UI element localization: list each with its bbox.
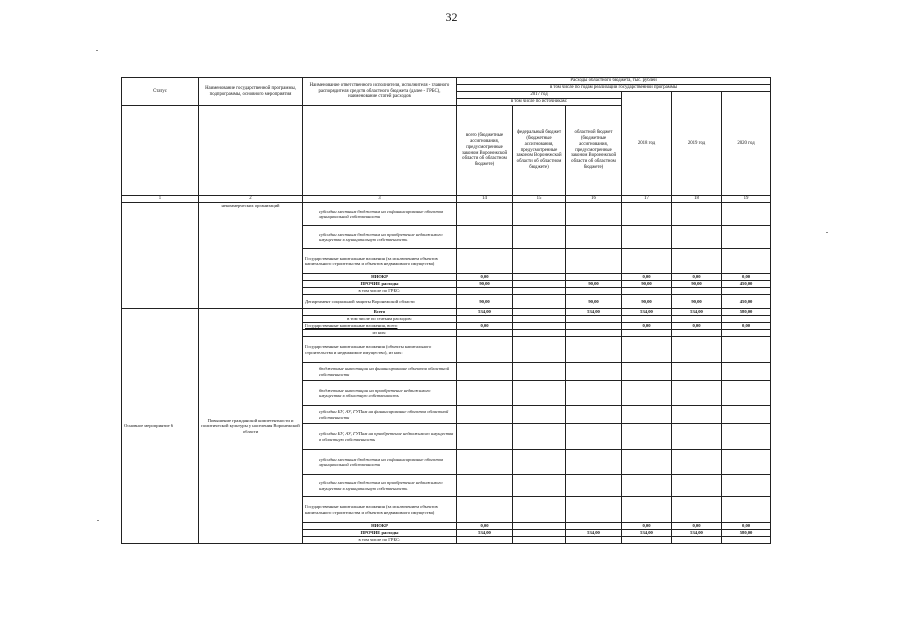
header-federal-col: федеральный бюджет (бюджетные ассигнования, предусмотренные законом Воронежской области об областном бюджете)	[513, 106, 566, 196]
row-label: Государственные капитальные вложения (объекты капитального строительства и недвижимое имущество), из них:	[303, 337, 457, 363]
row-label: субсидии местным бюджетам на софинансирование объектов муниципальной собственности	[303, 203, 457, 226]
col-num: 3	[303, 196, 457, 203]
header-2020: 2020 год	[722, 92, 771, 196]
row-label: НИОКР	[303, 274, 457, 281]
table-row: НИОКР 0,00 0,00 0,00 0,00	[122, 274, 771, 281]
row-label: бюджетные инвестиции на приобретение недвижимого имущества в областную собственность	[303, 381, 457, 406]
col-num: 17	[622, 196, 672, 203]
row-label: субсидии местным бюджетам на приобретение недвижимого имущества в муниципальную собственность	[303, 475, 457, 497]
header-year-2017: 2017 год	[457, 92, 622, 99]
header-by-year: в том числе по годам реализации государственной программы	[457, 85, 771, 92]
header-status: Статус	[122, 78, 199, 106]
scan-speck	[97, 520, 99, 521]
header-regional-col: областной бюджет (бюджетные ассигнования, предусмотренные законом Воронежской области об областном бюджете)	[566, 106, 622, 196]
row-label: Всего	[303, 309, 457, 316]
budget-table	[121, 77, 771, 544]
row-label: Государственные капитальные вложения (за исключением объектов капитального строительства и объектов недвижимого имущества)	[303, 497, 457, 523]
row-label: ПРОЧИЕ расходы	[303, 281, 457, 288]
scan-speck	[826, 232, 828, 233]
top-block	[122, 203, 771, 309]
header-program: Наименование государственной программы, подпрограммы, основного мероприятия	[199, 78, 303, 106]
row-label: субсидии БУ, АУ, ГУПам на приобретение недвижимого имущества в областную собственность	[303, 424, 457, 450]
block-6	[122, 309, 771, 544]
col-num: 14	[457, 196, 513, 203]
header-2018: 2018 год	[622, 92, 672, 196]
row-label: из них:	[303, 330, 457, 337]
row-label: в том числе по ГРБС:	[303, 537, 457, 544]
table-row: Государственные капитальные вложения, всего 0,00 0,00 0,00 0,00	[122, 323, 771, 330]
row-label: субсидии БУ, АУ, ГУПам на финансирование объектов областной собственности	[303, 406, 457, 424]
header-expenses-title: Расходы областного бюджета, тыс. рублей	[457, 78, 771, 85]
row-label: Государственные капитальные вложения (за исключением объектов капитального строительства и объектов недвижимого имущества)	[303, 249, 457, 274]
table-row: НИОКР 0,00 0,00 0,00 0,00	[122, 523, 771, 530]
budget-table-sheet	[121, 77, 770, 575]
table-row: Основное мероприятие 6 Повышение гражданской компетентности и политической культуры у населения Воронежской области Всего 534,00 534,00 534,00 534,00 580,00	[122, 309, 771, 316]
col-num: 19	[722, 196, 771, 203]
table-row: Департамент социальной защиты Воронежской области 90,00 90,00 90,00 90,00 450,00	[122, 295, 771, 309]
row-label: в том числе по статьям расходов:	[303, 316, 457, 323]
row-label: субсидии местным бюджетам на софинансирование объектов муниципальной собственности	[303, 450, 457, 475]
row-label: Государственные капитальные вложения, всего	[303, 323, 457, 330]
scan-speck	[96, 50, 98, 51]
col-num: 2	[199, 196, 303, 203]
table-row: ПРОЧИЕ расходы 90,00 90,00 90,00 90,00 450,00	[122, 281, 771, 288]
col-num: 18	[672, 196, 722, 203]
row-label: субсидии местным бюджетам на приобретение недвижимого имущества в муниципальную собственность	[303, 226, 457, 249]
row-label: бюджетные инвестиции на финансирование объектов областной собственности	[303, 363, 457, 381]
col-num: 16	[566, 196, 622, 203]
row-label: ПРОЧИЕ расходы	[303, 530, 457, 537]
row-label: НИОКР	[303, 523, 457, 530]
header-2019: 2019 год	[672, 92, 722, 196]
block6-program: Повышение гражданской компетентности и политической культуры у населения Воронежской области	[199, 309, 303, 544]
header-by-source: в том числе по источникам:	[457, 99, 622, 106]
table-row	[122, 203, 771, 226]
column-number-row	[122, 196, 771, 203]
page-number: 32	[445, 10, 458, 24]
col-num: 1	[122, 196, 199, 203]
header-total-col: всего (бюджетные ассигнования, предусмотренные законом Воронежской области об областном бюджете)	[457, 106, 513, 196]
col-num: 15	[513, 196, 566, 203]
block6-status: Основное мероприятие 6	[122, 309, 199, 544]
row-label: в том числе по ГРБС:	[303, 288, 457, 295]
top-program-cell: некоммерческих организаций	[199, 203, 303, 309]
row-label: Департамент социальной защиты Воронежской области	[303, 295, 457, 309]
header-executor: Наименование ответственного исполнителя, исполнителя - главного распорядителя средств областного бюджета (далее - ГРБС), наименование статей расходов	[303, 78, 457, 106]
table-row: ПРОЧИЕ расходы 534,00 534,00 534,00 534,00 580,00	[122, 530, 771, 537]
top-status-cell	[122, 203, 199, 309]
